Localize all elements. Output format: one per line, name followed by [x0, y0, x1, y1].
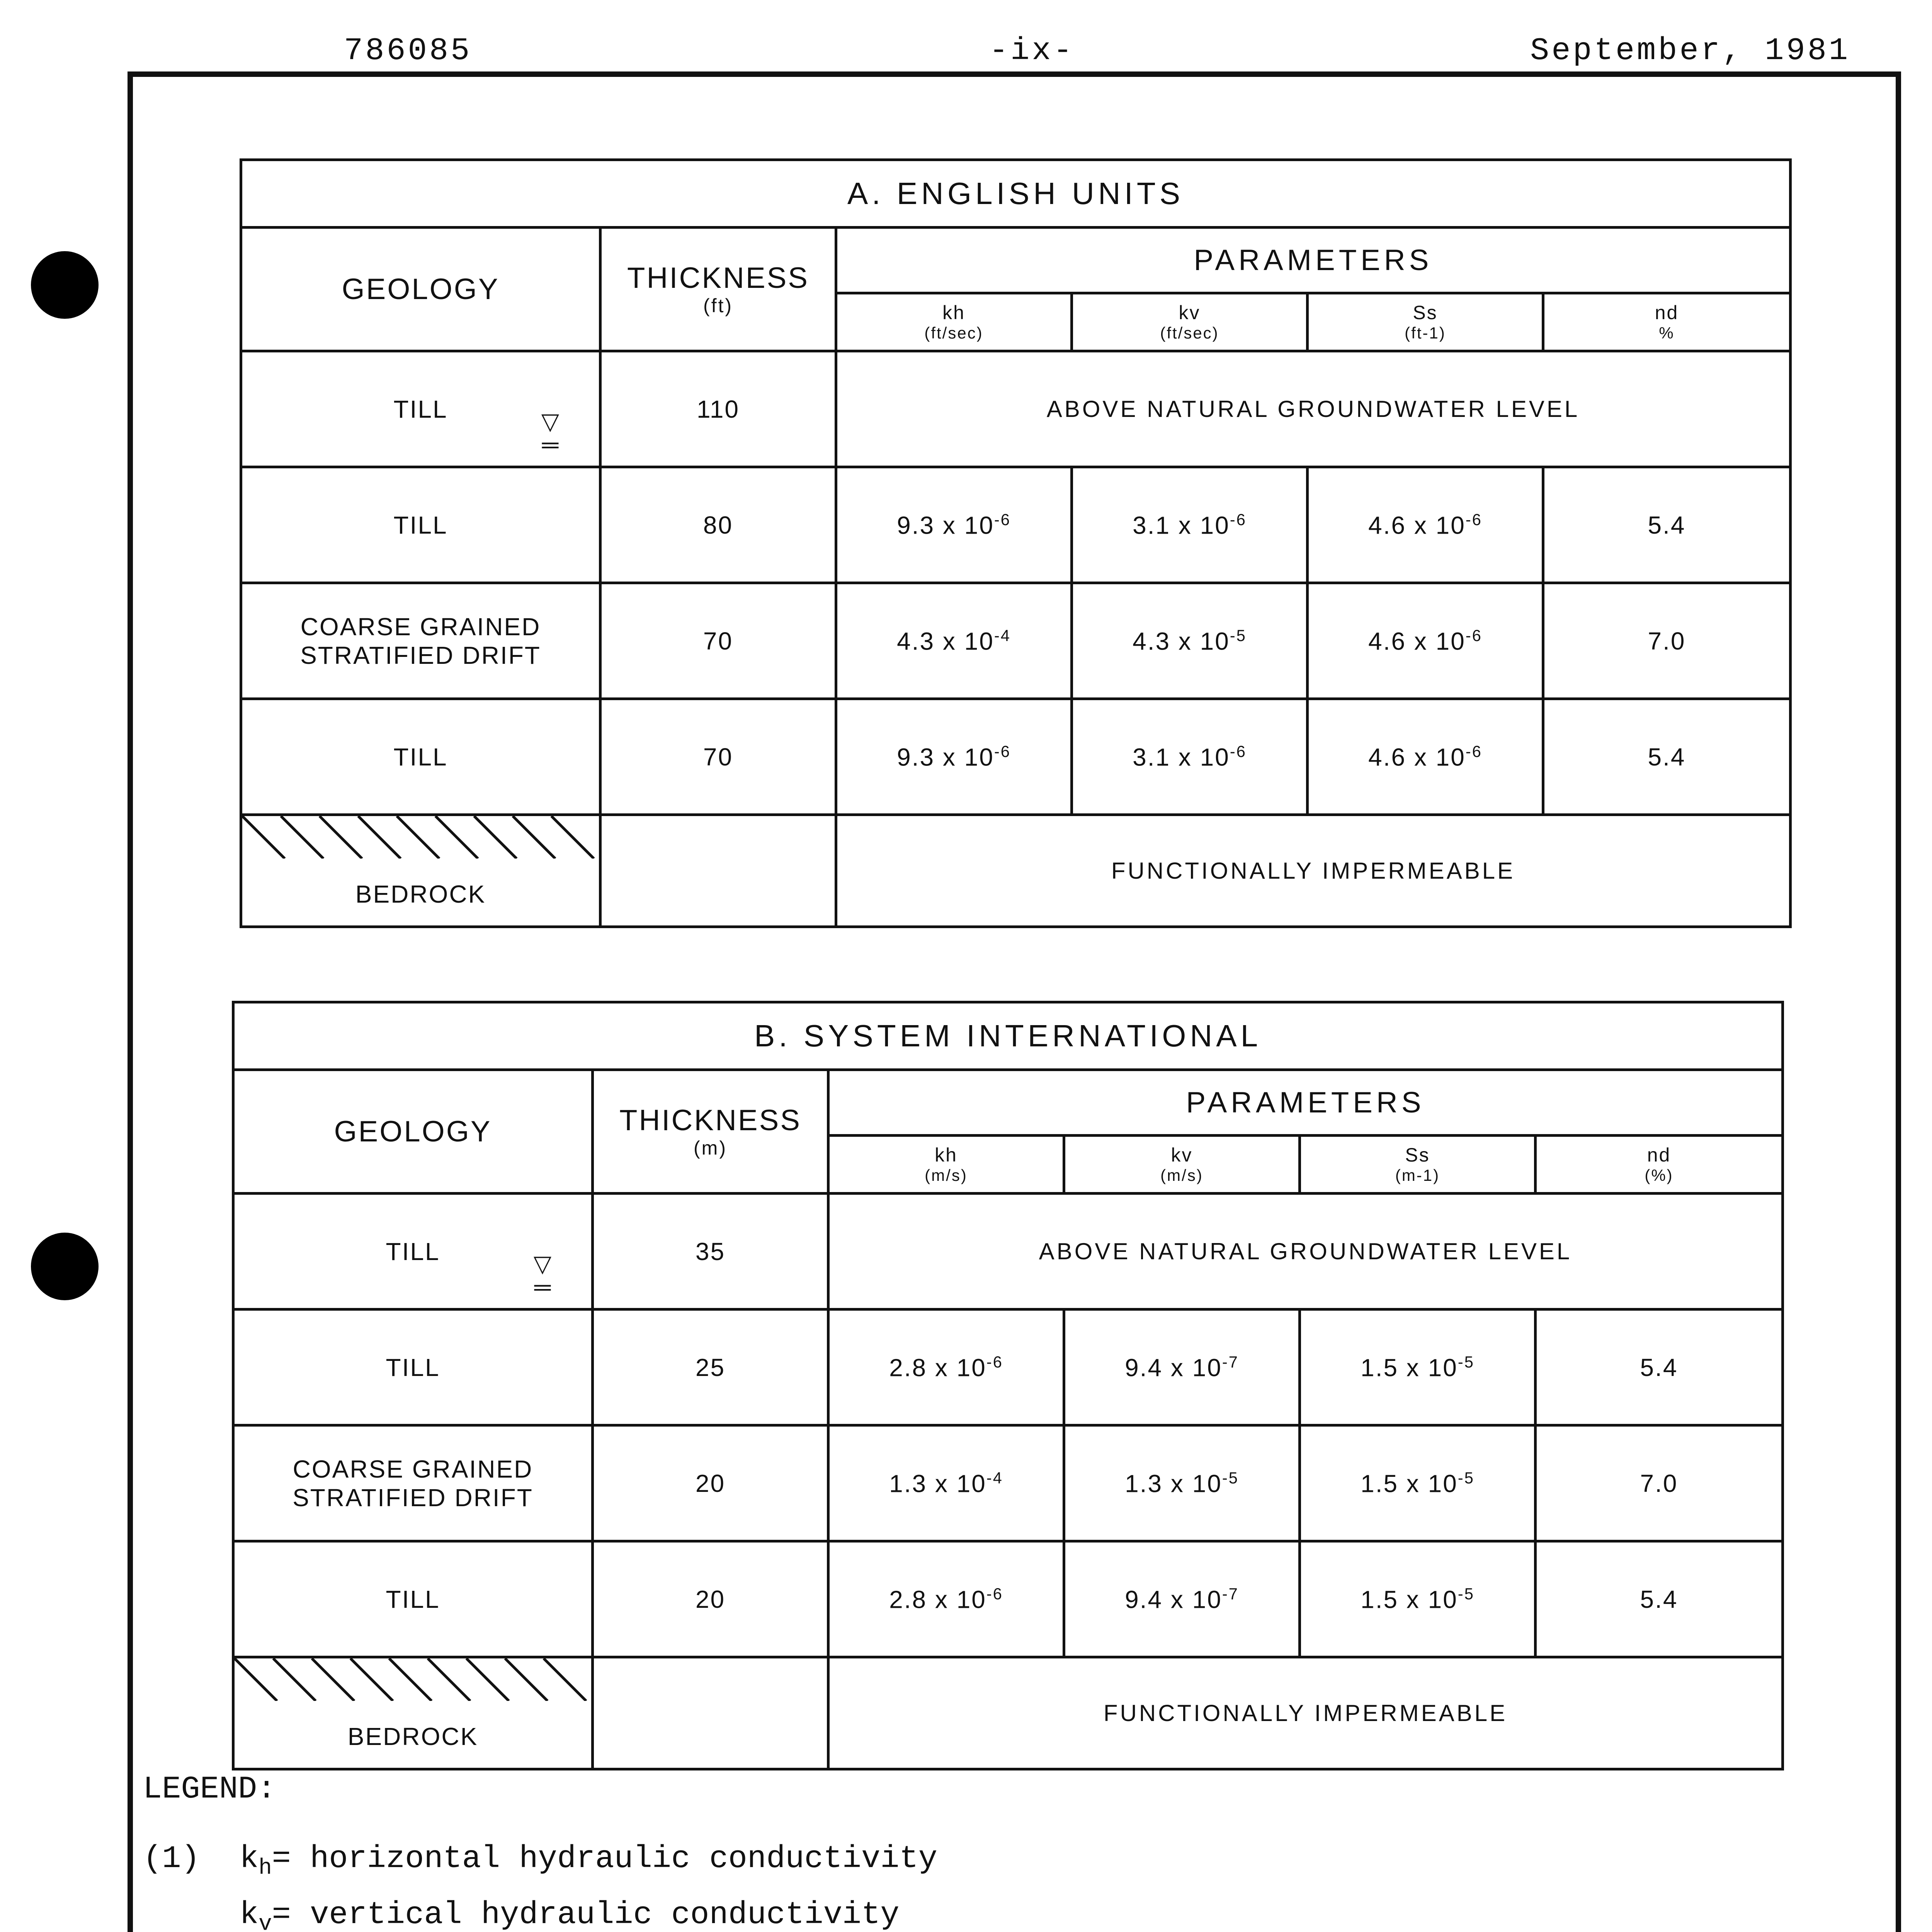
- geology-cell: TILL: [233, 1310, 593, 1425]
- table-row: [233, 1657, 1783, 1769]
- def-text: = horizontal hydraulic conductivity: [272, 1841, 937, 1877]
- thickness-cell: 20: [593, 1425, 828, 1541]
- kh-value: 2.8 x 10: [889, 1354, 986, 1382]
- table-row: [233, 1425, 1783, 1541]
- kh-cell: [836, 699, 1072, 815]
- geology-cell: [233, 1425, 593, 1541]
- col-ss: [1308, 293, 1543, 351]
- table-b-title: B. SYSTEM INTERNATIONAL: [233, 1002, 1783, 1070]
- kh-cell: [828, 1310, 1064, 1425]
- geology-cell: [241, 583, 600, 699]
- geology-cell: TILL: [241, 699, 600, 815]
- col-kv-symbol: kv: [1171, 1144, 1193, 1166]
- kh-exponent: -6: [986, 1352, 1003, 1371]
- table-row: [241, 583, 1791, 699]
- table-b-geology-header: GEOLOGY: [233, 1070, 593, 1194]
- geology-label: TILL: [386, 1237, 440, 1265]
- bedrock-hatch-icon: [235, 1658, 594, 1701]
- water-table-icon: ▽ ═: [533, 1251, 553, 1300]
- kv-exponent: -5: [1230, 626, 1247, 645]
- ss-exponent: -6: [1465, 510, 1482, 529]
- kh-exponent: -4: [986, 1468, 1003, 1487]
- note-cell: FUNCTIONALLY IMPERMEABLE: [836, 815, 1791, 927]
- col-nd-symbol: nd: [1647, 1144, 1671, 1166]
- table-english-units: [240, 158, 1792, 928]
- geology-label-line2: STRATIFIED DRIFT: [300, 641, 541, 669]
- geology-cell: TILL: [241, 467, 600, 583]
- col-ss-symbol: Ss: [1413, 301, 1438, 323]
- table-a-thickness-header: [600, 228, 836, 351]
- kv-exponent: -7: [1222, 1584, 1239, 1603]
- kv-value: 3.1 x 10: [1133, 743, 1230, 771]
- kh-cell: [828, 1425, 1064, 1541]
- geology-label: TILL: [393, 395, 448, 423]
- ss-value: 4.6 x 10: [1368, 743, 1466, 771]
- kh-exponent: -4: [994, 626, 1011, 645]
- kv-cell: [1064, 1425, 1300, 1541]
- thickness-cell: 80: [600, 467, 836, 583]
- note-cell: FUNCTIONALLY IMPERMEABLE: [828, 1657, 1783, 1769]
- ss-exponent: -6: [1465, 742, 1482, 760]
- table-b-parameters-header: PARAMETERS: [828, 1070, 1783, 1136]
- thickness-cell: [593, 1657, 828, 1769]
- ss-cell: [1300, 1541, 1536, 1657]
- def-text: = vertical hydraulic conductivity: [272, 1897, 900, 1932]
- table-row: [233, 1310, 1783, 1425]
- water-table-icon: ▽ ═: [541, 408, 560, 457]
- doc-number: 786085: [344, 33, 472, 69]
- col-ss: [1300, 1136, 1536, 1194]
- header-date: September, 1981: [1530, 33, 1850, 69]
- table-a-geology-header: GEOLOGY: [241, 228, 600, 351]
- col-kh-unit: (m/s): [925, 1166, 968, 1185]
- kv-value: 9.4 x 10: [1125, 1354, 1222, 1382]
- kh-value: 2.8 x 10: [889, 1585, 986, 1614]
- ss-exponent: -6: [1465, 626, 1482, 645]
- bedrock-cell: [233, 1657, 593, 1769]
- ss-cell: [1300, 1425, 1536, 1541]
- col-kh: [828, 1136, 1064, 1194]
- nd-cell: 5.4: [1543, 467, 1791, 583]
- col-ss-symbol: Ss: [1405, 1144, 1430, 1166]
- ss-exponent: -5: [1458, 1468, 1475, 1487]
- col-kv-unit: (m/s): [1160, 1166, 1203, 1185]
- col-nd-symbol: nd: [1655, 301, 1679, 323]
- col-nd: [1543, 293, 1791, 351]
- col-kv-symbol: kv: [1179, 301, 1201, 323]
- kh-exponent: -6: [986, 1584, 1003, 1603]
- kh-value: 9.3 x 10: [897, 743, 994, 771]
- geology-label-line2: STRATIFIED DRIFT: [293, 1483, 533, 1512]
- table-system-international: [232, 1001, 1784, 1770]
- ss-cell: [1308, 699, 1543, 815]
- ss-exponent: -5: [1458, 1584, 1475, 1603]
- col-kv: [1072, 293, 1308, 351]
- geology-label: BEDROCK: [355, 880, 486, 908]
- kh-cell: [836, 583, 1072, 699]
- page-number: -ix-: [989, 33, 1075, 69]
- thickness-cell: 20: [593, 1541, 828, 1657]
- def-subscript: v: [259, 1912, 272, 1932]
- punch-hole-top: [31, 251, 99, 319]
- geology-label: COARSE GRAINED: [300, 612, 541, 641]
- thickness-cell: 70: [600, 583, 836, 699]
- geology-label: COARSE GRAINED: [293, 1455, 533, 1483]
- kv-exponent: -7: [1222, 1352, 1239, 1371]
- col-nd: [1536, 1136, 1783, 1194]
- col-kh: [836, 293, 1072, 351]
- thickness-cell: [600, 815, 836, 927]
- col-kh-unit: (ft/sec): [924, 324, 983, 342]
- punch-hole-middle: [31, 1233, 99, 1300]
- thickness-cell: 70: [600, 699, 836, 815]
- thickness-header-label: THICKNESS: [627, 262, 809, 295]
- legend-def-kv: [240, 1899, 900, 1932]
- ss-value: 1.5 x 10: [1361, 1585, 1458, 1614]
- kh-cell: [836, 467, 1072, 583]
- legend-heading: LEGEND:: [143, 1771, 276, 1807]
- kv-exponent: -5: [1222, 1468, 1239, 1487]
- geology-cell: TILL: [233, 1541, 593, 1657]
- kv-value: 4.3 x 10: [1133, 627, 1230, 655]
- thickness-unit: (m): [694, 1137, 727, 1159]
- table-b-thickness-header: [593, 1070, 828, 1194]
- thickness-cell: 110: [600, 351, 836, 467]
- nd-cell: 7.0: [1543, 583, 1791, 699]
- kv-exponent: -6: [1230, 510, 1247, 529]
- kh-value: 4.3 x 10: [897, 627, 994, 655]
- ss-value: 4.6 x 10: [1368, 627, 1466, 655]
- legend-item-1-number: (1): [143, 1841, 200, 1877]
- def-subscript: h: [259, 1855, 272, 1881]
- legend-def-kh: [240, 1843, 937, 1879]
- ss-value: 4.6 x 10: [1368, 511, 1466, 539]
- kh-cell: [828, 1541, 1064, 1657]
- kv-cell: [1072, 467, 1308, 583]
- kv-value: 3.1 x 10: [1133, 511, 1230, 539]
- col-ss-unit: (m-1): [1395, 1166, 1440, 1185]
- nd-cell: 5.4: [1536, 1310, 1783, 1425]
- note-cell: ABOVE NATURAL GROUNDWATER LEVEL: [828, 1194, 1783, 1310]
- ss-exponent: -5: [1458, 1352, 1475, 1371]
- nd-cell: 5.4: [1536, 1541, 1783, 1657]
- thickness-unit: (ft): [703, 295, 733, 317]
- table-a-title: A. ENGLISH UNITS: [241, 160, 1791, 228]
- kv-value: 9.4 x 10: [1125, 1585, 1222, 1614]
- table-row: [241, 699, 1791, 815]
- kh-value: 9.3 x 10: [897, 511, 994, 539]
- kv-cell: [1072, 583, 1308, 699]
- table-row: [233, 1541, 1783, 1657]
- table-row: [233, 1194, 1783, 1310]
- geology-cell: [241, 351, 600, 467]
- table-row: [241, 351, 1791, 467]
- def-symbol: k: [240, 1841, 259, 1877]
- kv-value: 1.3 x 10: [1125, 1469, 1222, 1498]
- thickness-cell: 35: [593, 1194, 828, 1310]
- bedrock-cell: [241, 815, 600, 927]
- kh-exponent: -6: [994, 510, 1011, 529]
- ss-value: 1.5 x 10: [1361, 1354, 1458, 1382]
- col-kh-symbol: kh: [935, 1144, 957, 1166]
- col-kv-unit: (ft/sec): [1160, 324, 1219, 342]
- nd-cell: 5.4: [1543, 699, 1791, 815]
- table-row: [241, 467, 1791, 583]
- geology-label: BEDROCK: [347, 1722, 478, 1750]
- ss-cell: [1308, 467, 1543, 583]
- ss-cell: [1300, 1310, 1536, 1425]
- col-nd-unit: %: [1659, 324, 1675, 342]
- geology-cell: [233, 1194, 593, 1310]
- ss-value: 1.5 x 10: [1361, 1469, 1458, 1498]
- kv-cell: [1072, 699, 1308, 815]
- table-row: [241, 815, 1791, 927]
- bedrock-hatch-icon: [242, 816, 602, 859]
- col-nd-unit: (%): [1645, 1166, 1673, 1185]
- kv-cell: [1064, 1541, 1300, 1657]
- note-cell: ABOVE NATURAL GROUNDWATER LEVEL: [836, 351, 1791, 467]
- thickness-header-label: THICKNESS: [619, 1104, 801, 1137]
- ss-cell: [1308, 583, 1543, 699]
- nd-cell: 7.0: [1536, 1425, 1783, 1541]
- col-kv: [1064, 1136, 1300, 1194]
- kh-value: 1.3 x 10: [889, 1469, 986, 1498]
- thickness-cell: 25: [593, 1310, 828, 1425]
- col-kh-symbol: kh: [942, 301, 965, 323]
- col-ss-unit: (ft-1): [1405, 324, 1446, 342]
- kv-exponent: -6: [1230, 742, 1247, 760]
- kh-exponent: -6: [994, 742, 1011, 760]
- kv-cell: [1064, 1310, 1300, 1425]
- def-symbol: k: [240, 1897, 259, 1932]
- table-a-parameters-header: PARAMETERS: [836, 228, 1791, 293]
